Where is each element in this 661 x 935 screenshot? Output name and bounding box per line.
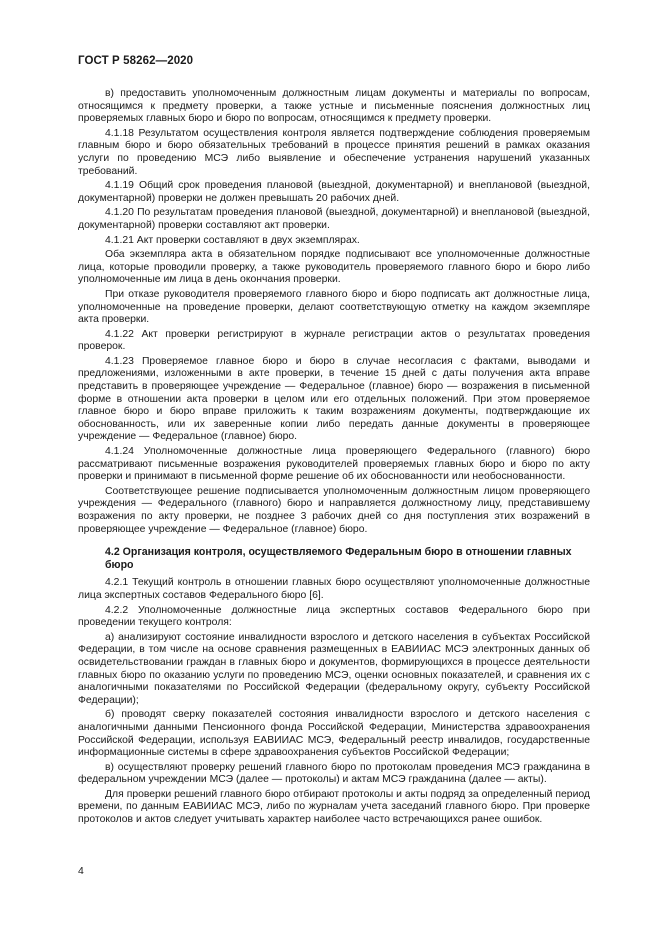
document-body — [78, 88, 590, 829]
paragraph: При отказе руководителя проверяемого главного бюро и бюро подписать акт должностные лица, уполномоченные на проведение проверки, делают соответствующую отметку на каждом экземпляре акта проверки. — [78, 288, 590, 326]
paragraph: 4.1.19 Общий срок проведения плановой (выездной, документарной) и внеплановой (выездной, документарной) проверки не должен превышать 20 рабочих дней. — [78, 180, 590, 204]
paragraph: 4.1.20 По результатам проведения плановой (выездной, документарной) и внеплановой (выездной, документарной) проверки составляют акт проверки. — [78, 207, 590, 231]
paragraph: 4.1.23 Проверяемое главное бюро и бюро в случае несогласия с фактами, выводами и предложениями, изложенными в акте проверки, в течение 15 дней с даты получения акта вправе представить в проверяющее учреждение — Федеральное (главное) бюро — возражения в письменной форме в отношении акта проверки в целом или его отдельных положений. При этом проверяемое главное бюро и бюро вправе приложить к таким возражениям документы, подтверждающие их обоснованность, или их заверенные копии либо передать данные документы в проверяющее учреждение — Федеральное (главное) бюро. — [78, 355, 590, 443]
paragraph: Оба экземпляра акта в обязательном порядке подписывают все уполномоченные должностные лица, которые проводили проверку, а также руководитель проверяемого главного бюро и бюро либо уполномоченные им лица в день окончания проверки. — [78, 249, 590, 286]
page-number: 4 — [78, 866, 84, 877]
paragraph: 4.1.18 Результатом осуществления контроля является подтверждение соблюдения проверяемым главным бюро и бюро обязательных требований в процессе принятия решений в рамках оказания услуги по проведению МСЭ либо выявление и обеспечение устранения нарушений указанных требований. — [78, 127, 590, 177]
paragraph: в) предоставить уполномоченным должностным лицам документы и материалы по вопросам, относящимся к предмету проверки, а также устные и письменные пояснения должностных лиц проверяемых главных бюро и бюро по вопросам, относящимся к предмету проверки. — [78, 88, 590, 125]
paragraph: Соответствующее решение подписывается уполномоченным должностным лицом проверяющего учреждения — Федерального (главного) бюро и направляется должностному лицу, представившему возражения по акту проверки, не позднее 3 рабочих дней со дня поступления этих возражений в проверяющее учреждение — Федеральное (главное) бюро. — [78, 485, 590, 535]
paragraph: 4.2.2 Уполномоченные должностные лица экспертных составов Федерального бюро при проведении текущего контроля: — [78, 604, 590, 629]
paragraph: 4.1.21 Акт проверки составляют в двух экземплярах. — [105, 234, 360, 246]
paragraph: 4.1.22 Акт проверки регистрируют в журнале регистрации актов о результатах проведения проверок. — [78, 328, 590, 353]
paragraph: б) проводят сверку показателей состояния инвалидности взрослого и детского населения с аналогичными данными Пенсионного фонда Российской Федерации, Министерства здравоохранения Российской Федерации, используя ЕАВИИАС МСЭ, Федеральный реестр инвалидов, государственные информационные системы в сфере здравоохранения субъектов Российской Федерации; — [78, 709, 590, 759]
paragraph: в) осуществляют проверку решений главного бюро по протоколам проведения МСЭ гражданина в федеральном учреждении МСЭ (далее — протоколы) и актам МСЭ гражданина (далее — акты). — [78, 761, 590, 786]
paragraph: Для проверки решений главного бюро отбирают протоколы и акты подряд за определенный период времени, по данным ЕАВИИАС МСЭ, либо по журналам учета заседаний главного бюро. При проверке протоколов и актов следует учитывать характер наиболее часто встречающихся ранее ошибок. — [78, 788, 590, 826]
paragraph: 4.2.1 Текущий контроль в отношении главных бюро осуществляют уполномоченные должностные лица экспертных составов Федерального бюро [6]. — [78, 577, 590, 601]
paragraph: а) анализируют состояние инвалидности взрослого и детского населения в субъектах Российской Федерации, в том числе на основе сравнения размещенных в ЕАВИИАС МСЭ электронных данных об освидетельствовании граждан в главных бюро и документов, формирующихся в процессе деятельности главных бюро по оказанию услуги по проведению МСЭ, оценки основных показателей, и сравнения их с аналогичными показателями по Российской Федерации (федеральному округу, субъекту Российской Федерации); — [78, 631, 590, 706]
section-heading: 4.2 Организация контроля, осуществляемого Федеральным бюро в отношении главных бюро — [105, 546, 572, 571]
paragraph: 4.1.24 Уполномоченные должностные лица проверяющего Федерального (главного) бюро рассматривают письменные возражения руководителей проверяемых главных бюро и бюро по акту проверки и принимают в письменной форме решение об их обоснованности или необоснованности. — [78, 446, 590, 483]
standard-designation: ГОСТ Р 58262—2020 — [78, 55, 194, 67]
